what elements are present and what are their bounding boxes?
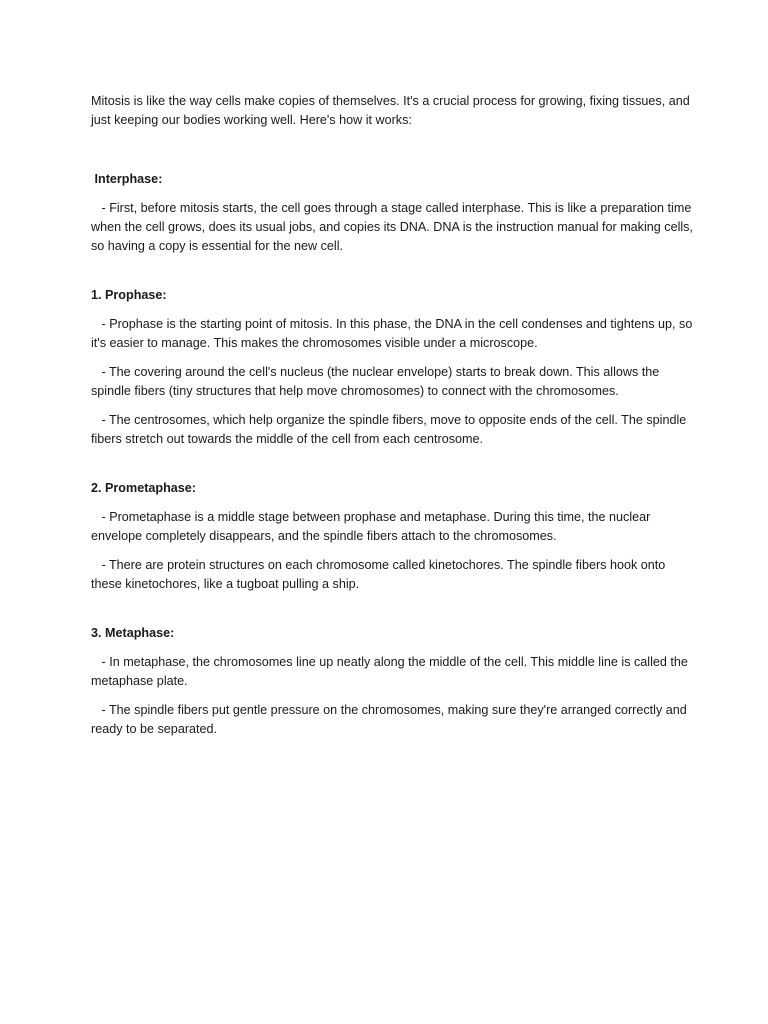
section-paragraph: - The centrosomes, which help organize the spindle fibers, move to opposite ends of the cell. The spindle fibers stretch out towards the middle of the cell from each centrosome. xyxy=(91,413,690,446)
section-prophase xyxy=(91,286,697,449)
section-heading: 3. Metaphase: xyxy=(91,626,175,640)
section-paragraph: - First, before mitosis starts, the cell goes through a stage called interphase. This is like a preparation time when the cell grows, does its usual jobs, and copies its DNA. DNA is the instruction manual for making cells, so having a copy is essential for the new cell. xyxy=(91,201,697,253)
section-paragraph: - In metaphase, the chromosomes line up neatly along the middle of the cell. This middle line is called the metaphase plate. xyxy=(91,655,692,688)
section-prometaphase xyxy=(91,479,697,594)
section-paragraph: - Prophase is the starting point of mitosis. In this phase, the DNA in the cell condenses and tightens up, so it's easier to manage. This makes the chromosomes visible under a microscope. xyxy=(91,317,696,350)
section-heading: Interphase: xyxy=(91,172,163,186)
section-spacer xyxy=(91,604,697,624)
section-spacer xyxy=(91,266,697,286)
section-paragraph: - Prometaphase is a middle stage between prophase and metaphase. During this time, the nuclear envelope completely disappears, and the spindle fibers attach to the chromosomes. xyxy=(91,510,654,543)
section-heading: 1. Prophase: xyxy=(91,288,167,302)
section-heading: 2. Prometaphase: xyxy=(91,481,196,495)
intro-paragraph: Mitosis is like the way cells make copies of themselves. It's a crucial process for growing, fixing tissues, and just keeping our bodies working well. Here's how it works: xyxy=(91,94,694,127)
section-interphase xyxy=(91,170,697,256)
section-metaphase xyxy=(91,624,697,739)
section-paragraph: - The spindle fibers put gentle pressure on the chromosomes, making sure they're arranged correctly and ready to be separated. xyxy=(91,703,691,736)
document-page xyxy=(91,92,697,749)
section-paragraph: - The covering around the cell's nucleus (the nuclear envelope) starts to break down. This allows the spindle fibers (tiny structures that help move chromosomes) to connect with the chromosomes. xyxy=(91,365,663,398)
section-spacer xyxy=(91,459,697,479)
section-paragraph: - There are protein structures on each chromosome called kinetochores. The spindle fibers hook onto these kinetochores, like a tugboat pulling a ship. xyxy=(91,558,669,591)
